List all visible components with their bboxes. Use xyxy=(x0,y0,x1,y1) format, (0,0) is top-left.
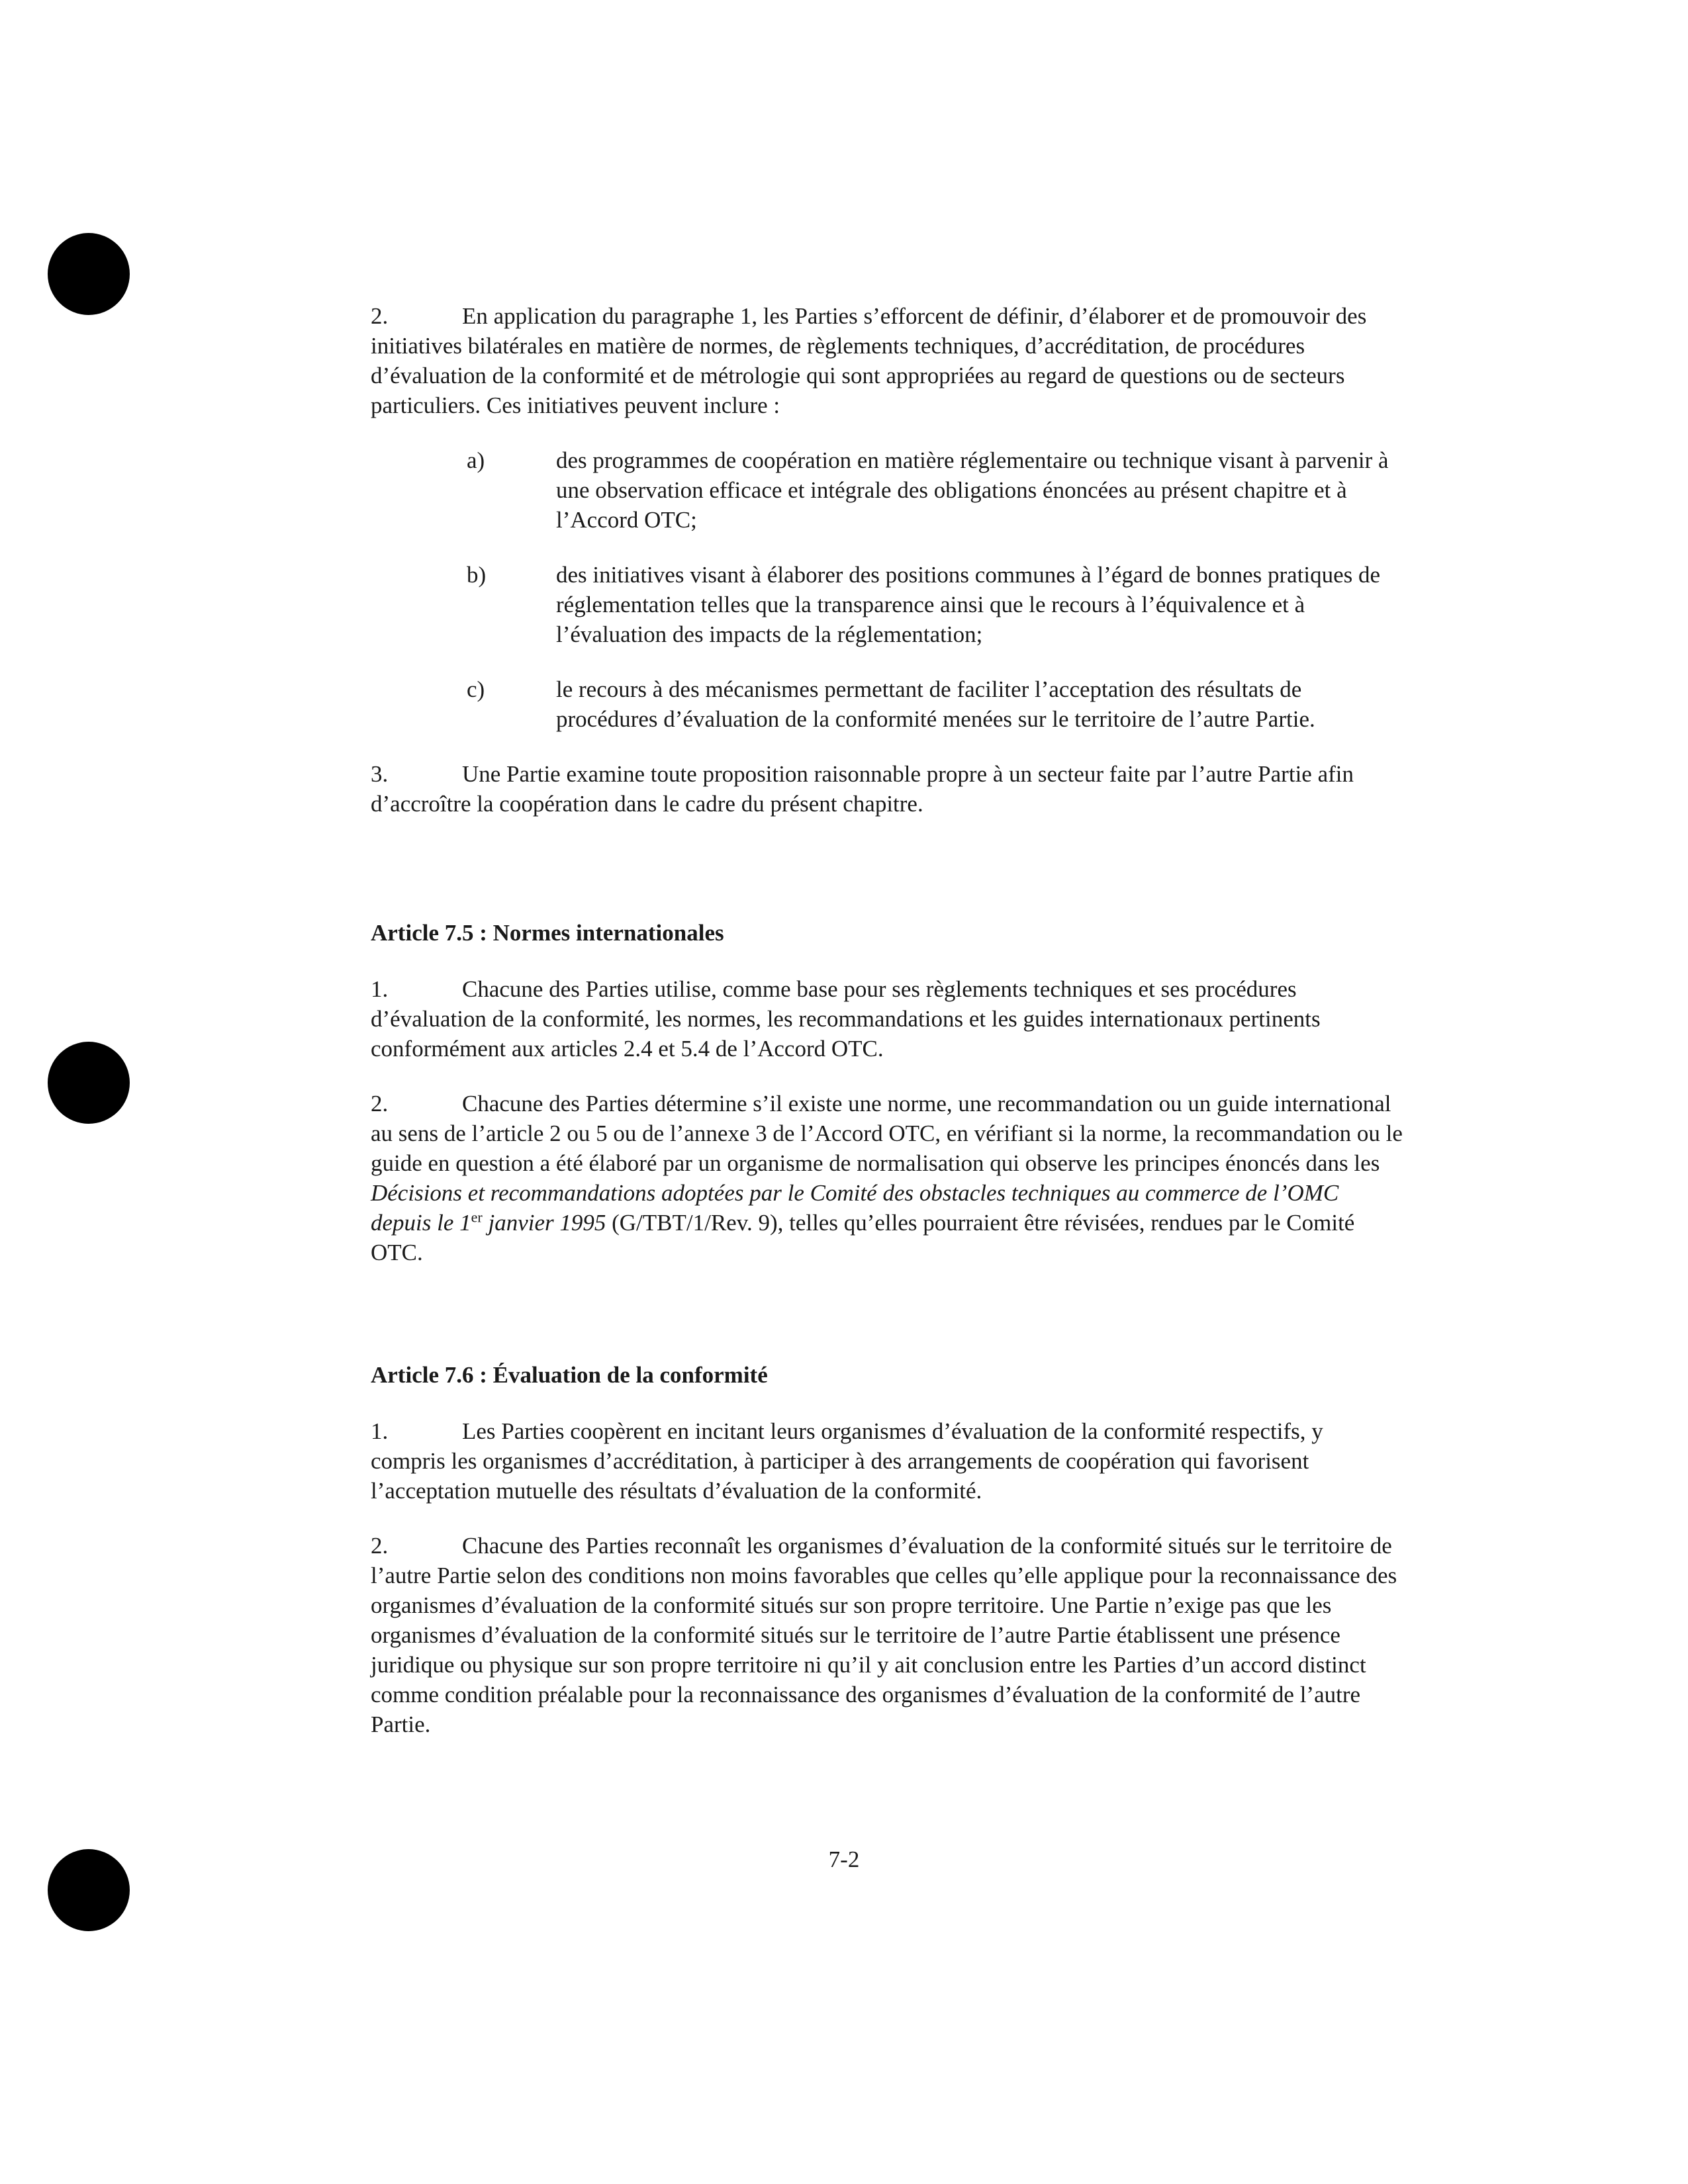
list-text: des programmes de coopération en matière réglementaire ou technique visant à parvenir à une observation efficace et intégrale des obligations énoncées au présent chapitre et à l’Accord OTC; xyxy=(556,447,1389,533)
cited-document-date: janvier 1995 xyxy=(482,1210,606,1236)
paragraph-7-5-1 xyxy=(371,974,1403,1064)
list-text: le recours à des mécanismes permettant de faciliter l’acceptation des résultats de procédures d’évaluation de la conformité menées sur le territoire de l’autre Partie. xyxy=(556,676,1315,732)
paragraph-7-6-1 xyxy=(371,1416,1403,1506)
paragraph-text: Chacune des Parties détermine s’il existe une norme, une recommandation ou un guide international au sens de l’article 2 ou 5 ou de l’annexe 3 de l’Accord OTC, en vérifiant si la norme, la recommandation ou le guide en question a été élaboré par un organisme de normalisation qui observe les principes énoncés dans les xyxy=(371,1091,1403,1176)
article-7-5-heading: Article 7.5 : Normes internationales xyxy=(371,920,724,946)
paragraph-7-4-3 xyxy=(371,759,1403,819)
paragraph-number: 1. xyxy=(371,976,389,1002)
list-item-b xyxy=(467,560,1403,649)
list-item-a xyxy=(467,445,1403,535)
paragraph-number: 2. xyxy=(371,1533,389,1559)
paragraph-7-6-2 xyxy=(371,1531,1403,1739)
paragraph-number: 3. xyxy=(371,761,389,787)
page-number: 7-2 xyxy=(828,1846,860,1872)
paragraph-number: 2. xyxy=(371,303,389,329)
list-label: a) xyxy=(467,447,485,473)
list-label: b) xyxy=(467,562,487,588)
cited-document-title: Décisions et recommandations adoptées par le Comité des obstacles techniques au commerce de l’OMC depuis le 1 xyxy=(371,1180,1339,1236)
paragraph-text: En application du paragraphe 1, les Parties s’efforcent de définir, d’élaborer et de promouvoir des initiatives bilatérales en matière de normes, de règlements techniques, d’accréditation, de procédures d’évaluation de la conformité et de métrologie qui sont appropriées au regard de questions ou de secteurs particuliers. Ces initiatives peuvent inclure : xyxy=(371,303,1367,418)
paragraph-text: Chacune des Parties utilise, comme base pour ses règlements techniques et ses procédures d’évaluation de la conformité, les normes, les recommandations et les guides internationaux pertinents conformément aux articles 2.4 et 5.4 de l’Accord OTC. xyxy=(371,976,1321,1062)
punch-hole-top xyxy=(48,233,130,315)
paragraph-7-5-2 xyxy=(371,1089,1403,1267)
ordinal-superscript: er xyxy=(471,1208,483,1226)
list-item-c xyxy=(467,674,1403,734)
punch-hole-middle xyxy=(48,1042,130,1124)
paragraph-number: 2. xyxy=(371,1091,389,1116)
list-text: des initiatives visant à élaborer des positions communes à l’égard de bonnes pratiques de réglementation telles que la transparence ainsi que le recours à l’équivalence et à l’évaluation des impacts de la réglementation; xyxy=(556,562,1381,647)
paragraph-text: Une Partie examine toute proposition raisonnable propre à un secteur faite par l’autre Partie afin d’accroître la coopération dans le cadre du présent chapitre. xyxy=(371,761,1354,817)
paragraph-text: Les Parties coopèrent en incitant leurs organismes d’évaluation de la conformité respectifs, y compris les organismes d’accréditation, à participer à des arrangements de coopération qui favorisent l’acceptation mutuelle des résultats d’évaluation de la conformité. xyxy=(371,1418,1323,1504)
article-7-6-heading: Article 7.6 : Évaluation de la conformité xyxy=(371,1362,768,1388)
paragraph-text-end: (G/TBT/1/Rev. 9), telles qu’elles pourraient être révisées, rendues par le Comité OTC. xyxy=(371,1210,1355,1265)
list-label: c) xyxy=(467,676,485,702)
document-body xyxy=(371,301,1403,1764)
paragraph-text: Chacune des Parties reconnaît les organismes d’évaluation de la conformité situés sur le territoire de l’autre Partie selon des conditions non moins favorables que celles qu’elle applique pour la reconnaissance des organismes d’évaluation de la conformité situés sur son propre territoire. Une Partie n’exige pas que les organismes d’évaluation de la conformité situés sur le territoire de l’autre Partie établissent une présence juridique ou physique sur son propre territoire ni qu’il y ait conclusion entre les Parties d’un accord distinct comme condition préalable pour la reconnaissance des organismes d’évaluation de la conformité de l’autre Partie. xyxy=(371,1533,1397,1737)
paragraph-number: 1. xyxy=(371,1418,389,1444)
paragraph-7-4-2 xyxy=(371,301,1403,420)
